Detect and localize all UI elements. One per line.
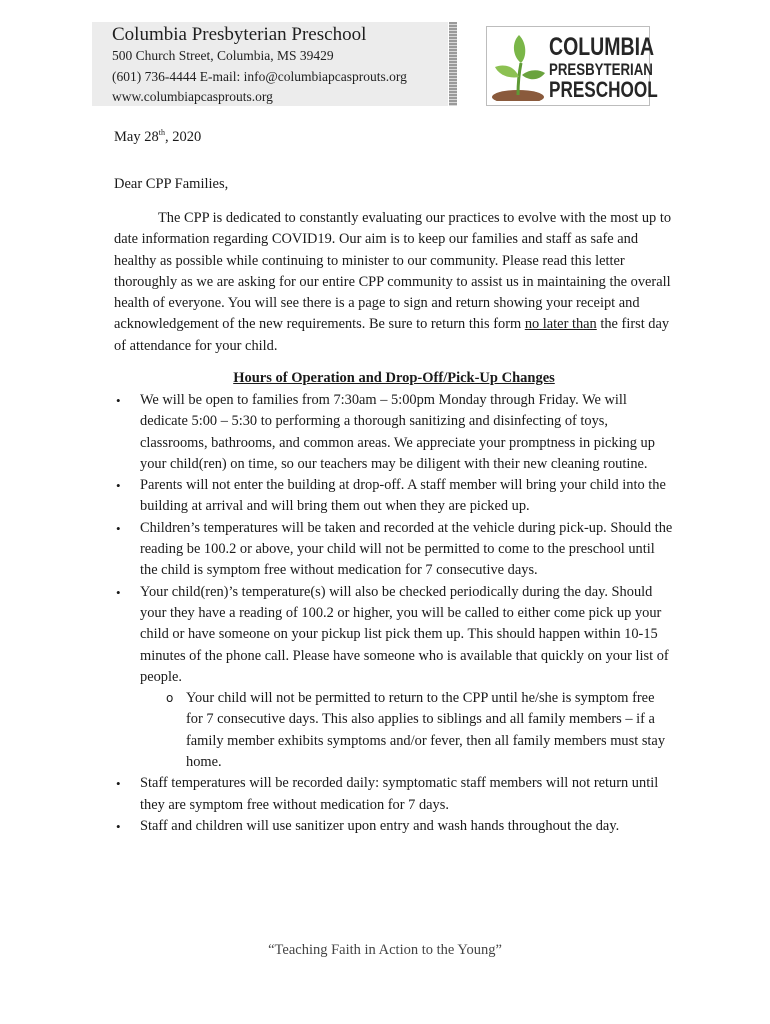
list-item — [114, 390, 674, 475]
date-day: May 28 — [114, 128, 159, 145]
sprout-leaf-left — [495, 65, 519, 77]
list-item-text: We will be open to families from 7:30am – 5:00pm Monday through Friday. We will dedicate 5:00 – 5:30 to performing a thorough sanitizing and disinfecting of toys, classrooms, bathrooms, and common areas. We appreciate your promptness in picking up your child(ren) on time, so our teachers may be diligent with their new cleaning routine. — [140, 392, 655, 472]
list-item — [114, 816, 674, 837]
logo-line-3: PRESCHOOL — [549, 77, 658, 102]
logo-line-1: COLUMBIA — [549, 33, 655, 61]
list-item-text: Staff temperatures will be recorded daily: symptomatic staff members will not return until they are symptom free without medication for 7 days. — [140, 775, 659, 813]
school-website: www.columbiapcasprouts.org — [112, 89, 273, 104]
logo-line-2: PRESBYTERIAN — [549, 60, 653, 79]
list-item-text: Parents will not enter the building at drop-off. A staff member will bring your child into the building at arrival and will bring them out when they are picked up. — [140, 477, 666, 515]
date-suffix: th — [158, 128, 165, 137]
letterhead — [92, 22, 448, 106]
school-address: 500 Church Street, Columbia, MS 39429 — [112, 48, 334, 63]
list-item-text: Your child(ren)’s temperature(s) will also be checked periodically during the day. Should your they have a reading of 100.2 or higher, you will be called to either come pick up your child or have someone on your pickup list pick them up. This should happen within 10-15 minutes of the phone call. Please have someone who is available that quickly on your list of people. — [140, 583, 669, 685]
list-item — [114, 582, 674, 774]
intro-underlined: no later than — [524, 316, 597, 333]
letterhead-divider — [449, 22, 457, 106]
bullet-icon: • — [116, 584, 121, 600]
sprout-icon — [491, 31, 549, 101]
bullet-icon: • — [116, 478, 121, 494]
school-logo — [486, 26, 658, 106]
bullet-icon: • — [116, 393, 121, 408]
letter-date — [114, 128, 201, 146]
list-item-text: Staff and children will use sanitizer upon entry and wash hands throughout the day. — [140, 817, 620, 834]
policy-list — [114, 390, 674, 837]
school-phone-email: (601) 736-4444 E-mail: info@columbiapcasprouts.org — [112, 69, 407, 84]
bullet-icon: • — [116, 818, 121, 834]
sprout-leaf-top — [514, 35, 525, 63]
sub-list — [140, 688, 674, 773]
sprout-leaf-right — [522, 70, 545, 79]
salutation: Dear CPP Families, — [114, 176, 229, 192]
intro-text: The CPP is dedicated to constantly evaluating our practices to evolve with the most up to date information regarding COVID19. Our aim is to keep our families and staff as safe and healthy as possible while continuing to minister to our community. Please read this letter thoroughly as we are asking for our entire CPP community to assist us in maintaining the overall health of everyone. You will see there is a page to sign and return showing your receipt and acknowledgement of the new requirements. Be sure to return this form — [114, 210, 672, 333]
sub-bullet-icon: o — [166, 691, 174, 706]
bullet-icon: • — [116, 520, 121, 536]
intro-ending: the first day of attendance for your child. — [114, 316, 670, 354]
section-heading: Hours of Operation and Drop-Off/Pick-Up Changes — [233, 370, 555, 386]
list-item — [114, 475, 674, 518]
list-item-text: Children’s temperatures will be taken and recorded at the vehicle during pick-up. Should the reading be 100.2 or above, your child will not be permitted to come to the preschool until the child is symptom free without medication for 7 consecutive days. — [140, 519, 673, 579]
footer-motto: “Teaching Faith in Action to the Young” — [268, 942, 502, 958]
school-name: Columbia Presbyterian Preschool — [112, 24, 367, 45]
sub-list-item — [140, 688, 674, 773]
list-item — [114, 518, 674, 582]
intro-paragraph — [114, 208, 674, 357]
list-item — [114, 773, 674, 816]
sub-list-item-text: Your child will not be permitted to return to the CPP until he/she is symptom free for 7 consecutive days. This also applies to siblings and all family members – if a family member exhibits symptoms and/or fever, then all family members must stay home. — [186, 690, 666, 771]
logo-wordmark — [549, 35, 688, 101]
date-year: , 2020 — [164, 128, 202, 145]
bullet-icon: • — [116, 776, 121, 792]
